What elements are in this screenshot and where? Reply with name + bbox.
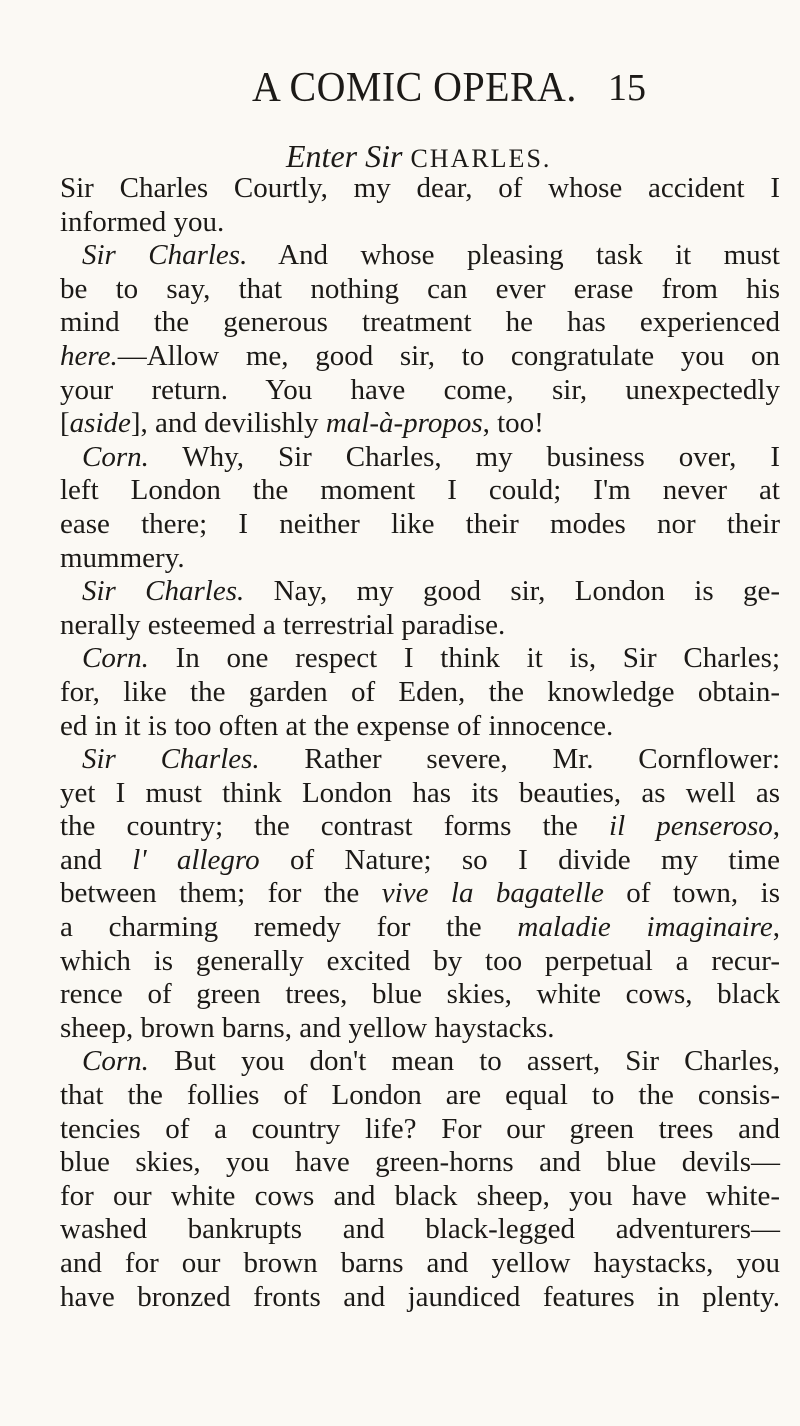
text-line (60, 306, 780, 340)
line-text: rence of green trees, blue skies, white cows, black (60, 978, 780, 1011)
text-line (60, 743, 780, 777)
text-line (60, 172, 780, 206)
text-line (60, 609, 780, 643)
text-line (60, 1213, 780, 1247)
line-text: blue skies, you have green-horns and blue devils— (60, 1146, 780, 1179)
text-line (60, 911, 780, 945)
line-text: the country; the contrast forms the (60, 810, 610, 843)
running-title: A COMIC OPERA. (252, 65, 577, 111)
page-number: 15 (608, 67, 646, 109)
line-text: and (60, 843, 133, 876)
speaker-name: Sir Charles. (82, 743, 260, 776)
text-line (60, 777, 780, 811)
line-text: ease there; I neither like their modes nor their (60, 507, 780, 540)
line-text: Why, Sir Charles, my business over, I (148, 440, 780, 473)
text-line (60, 340, 780, 374)
text-line (60, 1281, 780, 1315)
text-line (60, 474, 780, 508)
line-text: Sir Charles Courtly, my dear, of whose accident I (60, 172, 780, 204)
speaker-name: Sir Charles. (82, 239, 248, 272)
line-text: and for our brown barns and yellow haystacks, you (60, 1247, 780, 1279)
line-suffix: , (772, 911, 781, 944)
emphasis: here. (60, 339, 118, 372)
stage-direction-name: CHARLES. (410, 144, 552, 173)
emphasis: il penseroso (609, 810, 773, 843)
line-suffix: , too! (482, 407, 544, 440)
text-line (60, 978, 780, 1012)
emphasis: vive la bagatelle (381, 877, 604, 910)
text-line (60, 273, 780, 307)
emphasis: maladie imaginaire (517, 911, 773, 944)
text-line (60, 1113, 780, 1147)
line-prefix: [ (60, 407, 70, 440)
line-text: between them; for the (60, 877, 382, 910)
speaker-name: Corn. (82, 1045, 149, 1078)
stage-direction-enter: Enter Sir (286, 138, 403, 174)
emphasis: l' allegro (132, 843, 260, 876)
line-text: informed you. (60, 205, 225, 238)
line-text: be to say, that nothing can ever erase from his (60, 272, 780, 305)
line-text: But you don't mean to assert, Sir Charles, (148, 1045, 780, 1078)
text-line (60, 877, 780, 911)
text-line (60, 239, 780, 273)
line-text: for, like the garden of Eden, the knowledge obtain- (60, 675, 780, 708)
body-text (60, 172, 780, 1314)
line-text: left London the moment I could; I'm never at (60, 474, 780, 507)
line-text: tencies of a country life? For our green trees and (60, 1112, 780, 1145)
line-text: And whose pleasing task it must (247, 239, 780, 272)
line-text: yet I must think London has its beauties, as well as (60, 776, 780, 809)
text-line (60, 945, 780, 979)
line-text: that the follies of London are equal to the consis- (60, 1079, 780, 1112)
line-text: ], and devilishly (130, 407, 326, 440)
line-text: which is generally excited by too perpetual a recur- (60, 944, 780, 977)
line-text: have bronzed fronts and jaundiced features in plenty. (60, 1280, 780, 1313)
line-text: your return. You have come, sir, unexpectedly (60, 373, 780, 406)
line-text: nerally esteemed a terrestrial paradise. (60, 608, 506, 641)
text-line (60, 374, 780, 408)
text-line (60, 642, 780, 676)
line-suffix: , (772, 810, 781, 843)
text-line (60, 441, 780, 475)
speaker-name: Corn. (82, 440, 149, 473)
text-line (60, 710, 780, 744)
emphasis: aside (69, 407, 131, 440)
text-line (60, 810, 780, 844)
text-line (60, 1247, 780, 1281)
text-line (60, 1180, 780, 1214)
line-text: Nay, my good sir, London is ge- (244, 575, 780, 608)
text-line (60, 1012, 780, 1046)
text-line (60, 407, 780, 441)
line-text: a charming remedy for the (60, 911, 518, 944)
line-text: washed bankrupts and black-legged adventurers— (60, 1213, 780, 1246)
line-text: for our white cows and black sheep, you have white- (60, 1179, 780, 1212)
text-line (60, 1045, 780, 1079)
text-line (60, 676, 780, 710)
text-line (60, 206, 780, 240)
text-line (60, 575, 780, 609)
line-text: mind the generous treatment he has experienced (60, 306, 780, 339)
text-line (60, 542, 780, 576)
line-suffix: of town, is (603, 877, 780, 910)
text-line (60, 1079, 780, 1113)
line-text: Rather severe, Mr. Cornflower: (259, 743, 781, 776)
line-text: sheep, brown barns, and yellow haystacks. (60, 1011, 555, 1044)
line-text: ed in it is too often at the expense of innocence. (60, 709, 614, 742)
text-line (60, 844, 780, 878)
line-text: In one respect I think it is, Sir Charles; (148, 642, 780, 675)
text-line (60, 1146, 780, 1180)
emphasis: mal-à-propos (325, 407, 483, 440)
line-text: —Allow me, good sir, to congratulate you on (117, 339, 780, 372)
line-text: mummery. (60, 541, 185, 574)
speaker-name: Corn. (82, 642, 149, 675)
page-header (0, 62, 800, 112)
line-suffix: of Nature; so I divide my time (259, 843, 780, 876)
stage-direction (286, 138, 551, 175)
text-line (60, 508, 780, 542)
speaker-name: Sir Charles. (82, 575, 245, 608)
